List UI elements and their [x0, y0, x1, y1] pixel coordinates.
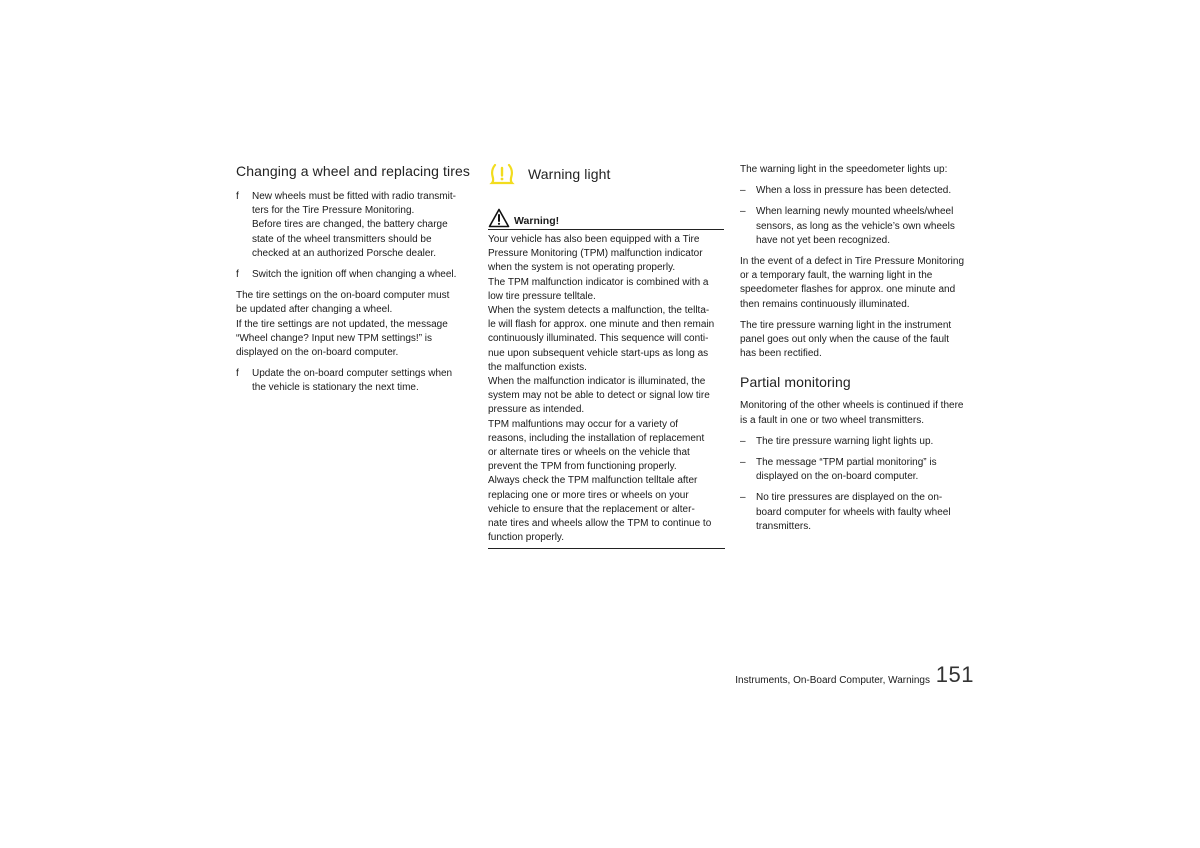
- text-line: prevent the TPM from functioning properly.: [488, 461, 677, 473]
- section-heading-warning-light: Warning light: [528, 166, 611, 182]
- warning-triangle-icon: [488, 208, 510, 228]
- section-heading-changing-wheel: Changing a wheel and replacing tires: [236, 163, 470, 179]
- warning-box-body: [488, 233, 724, 545]
- text-line: The tire pressure warning light lights up.: [756, 435, 934, 447]
- bullet-marker: f: [236, 269, 239, 281]
- text-line: low tire pressure telltale.: [488, 290, 596, 302]
- text-line: displayed on the on-board computer.: [756, 471, 919, 483]
- text-line: TPM malfuntions may occur for a variety of: [488, 418, 679, 430]
- text-line: has been rectified.: [740, 348, 822, 360]
- middle-column: [488, 162, 724, 549]
- text-line: board computer for wheels with faulty wheel: [756, 506, 951, 518]
- text-line: Before tires are changed, the battery charge: [252, 219, 448, 231]
- warning-box-title: [488, 208, 724, 230]
- left-column: [236, 162, 476, 396]
- text-line: In the event of a defect in Tire Pressure Monitoring: [740, 256, 965, 268]
- bullet-marker: f: [236, 368, 239, 380]
- text-line: displayed on the on-board computer.: [236, 347, 399, 359]
- text-line: be updated after changing a wheel.: [236, 304, 393, 316]
- text-line: state of the wheel transmitters should be: [252, 233, 432, 245]
- text-line: or alternate tires or wheels on the vehicle that: [488, 447, 690, 459]
- dash-item-loss-pressure: [740, 184, 976, 198]
- bullet-update-settings: [236, 367, 476, 395]
- text-line: the malfunction exists.: [488, 361, 587, 373]
- bullet-marker: f: [236, 191, 239, 202]
- text-line: “Wheel change? Input new TPM settings!” is: [236, 332, 433, 344]
- text-line: reasons, including the installation of replacement: [488, 432, 705, 444]
- text-line: system may not be able to detect or signal low tire: [488, 390, 710, 402]
- warning-box-bottom-rule: [488, 548, 725, 549]
- text-line: continuously illuminated. This sequence will conti-: [488, 333, 709, 345]
- dash-marker: –: [740, 206, 746, 218]
- text-line: When a loss in pressure has been detected.: [756, 185, 952, 197]
- bullet-ignition-off: [236, 268, 476, 282]
- text-line: ters for the Tire Pressure Monitoring.: [252, 205, 415, 217]
- text-line: The TPM malfunction indicator is combined with a: [488, 276, 709, 288]
- dash-marker: –: [740, 457, 746, 469]
- right-column: [740, 162, 976, 534]
- text-line: have not yet been recognized.: [756, 234, 890, 246]
- text-line: When the system detects a malfunction, the tellta-: [488, 305, 710, 317]
- text-line: nate tires and wheels allow the TPM to continue to: [488, 518, 712, 530]
- text-line: when the system is not operating properly.: [488, 262, 676, 274]
- text-line: le will flash for approx. one minute and then remain: [488, 319, 715, 331]
- dash-marker: –: [740, 492, 746, 504]
- text-line: Monitoring of the other wheels is continued if there: [740, 400, 964, 412]
- text-line: Pressure Monitoring (TPM) malfunction indicator: [488, 248, 703, 260]
- text-line: or a temporary fault, the warning light in the: [740, 270, 933, 282]
- text-line: If the tire settings are not updated, the message: [236, 318, 448, 330]
- section-heading-partial-monitoring: Partial monitoring: [740, 374, 851, 391]
- text-line: then remains continuously illuminated.: [740, 298, 910, 310]
- intro-text: The warning light in the speedometer lights up:: [740, 164, 948, 175]
- text-line: checked at an authorized Porsche dealer.: [252, 247, 437, 259]
- text-line: nue upon subsequent vehicle start-ups as long as: [488, 347, 709, 359]
- text-line: panel goes out only when the cause of the fault: [740, 334, 950, 346]
- page-number: 151: [935, 662, 974, 687]
- text-line: pressure as intended.: [488, 404, 585, 416]
- text-line: sensors, as long as the vehicle’s own wheels: [756, 220, 955, 232]
- paragraph-tire-settings: [236, 289, 476, 360]
- text-line: The message “TPM partial monitoring” is: [756, 457, 937, 469]
- bullet-new-wheels: [236, 190, 476, 261]
- text-line: Switch the ignition off when changing a wheel.: [252, 269, 457, 281]
- text-line: function properly.: [488, 532, 564, 544]
- dash-marker: –: [740, 185, 746, 197]
- text-line: vehicle to ensure that the replacement or alter-: [488, 503, 695, 515]
- footer-section-title: Instruments, On-Board Computer, Warnings: [735, 675, 930, 686]
- text-line: is a fault in one or two wheel transmitters.: [740, 414, 924, 426]
- dash-item-message: [740, 456, 976, 484]
- text-line: replacing one or more tires or wheels on your: [488, 489, 689, 501]
- text-line: the vehicle is stationary the next time.: [252, 382, 419, 394]
- paragraph-partial: [740, 399, 976, 427]
- dash-item-light-up: [740, 435, 976, 449]
- dash-item-no-pressures: [740, 491, 976, 534]
- warning-label: Warning!: [514, 215, 560, 227]
- text-line: When learning newly mounted wheels/wheel: [756, 206, 954, 218]
- text-line: Your vehicle has also been equipped with a Tire: [488, 234, 700, 245]
- text-line: When the malfunction indicator is illuminated, the: [488, 376, 706, 388]
- warning-light-header: [488, 162, 724, 186]
- dash-marker: –: [740, 435, 746, 447]
- text-line: The tire settings on the on-board computer must: [236, 290, 450, 302]
- text-line: transmitters.: [756, 520, 812, 532]
- page-footer: [700, 660, 976, 688]
- tire-pressure-warning-icon: [488, 162, 516, 186]
- text-line: Update the on-board computer settings when: [252, 368, 453, 380]
- paragraph-goes-out: [740, 319, 976, 362]
- text-line: Always check the TPM malfunction telltale after: [488, 475, 698, 487]
- text-line: No tire pressures are displayed on the on-: [756, 492, 943, 504]
- text-line: The tire pressure warning light in the instrument: [740, 319, 952, 331]
- dash-item-learning-wheels: [740, 205, 976, 248]
- text-line: speedometer flashes for approx. one minute and: [740, 284, 956, 296]
- paragraph-defect: [740, 255, 976, 312]
- text-line: New wheels must be fitted with radio transmit-: [252, 191, 456, 202]
